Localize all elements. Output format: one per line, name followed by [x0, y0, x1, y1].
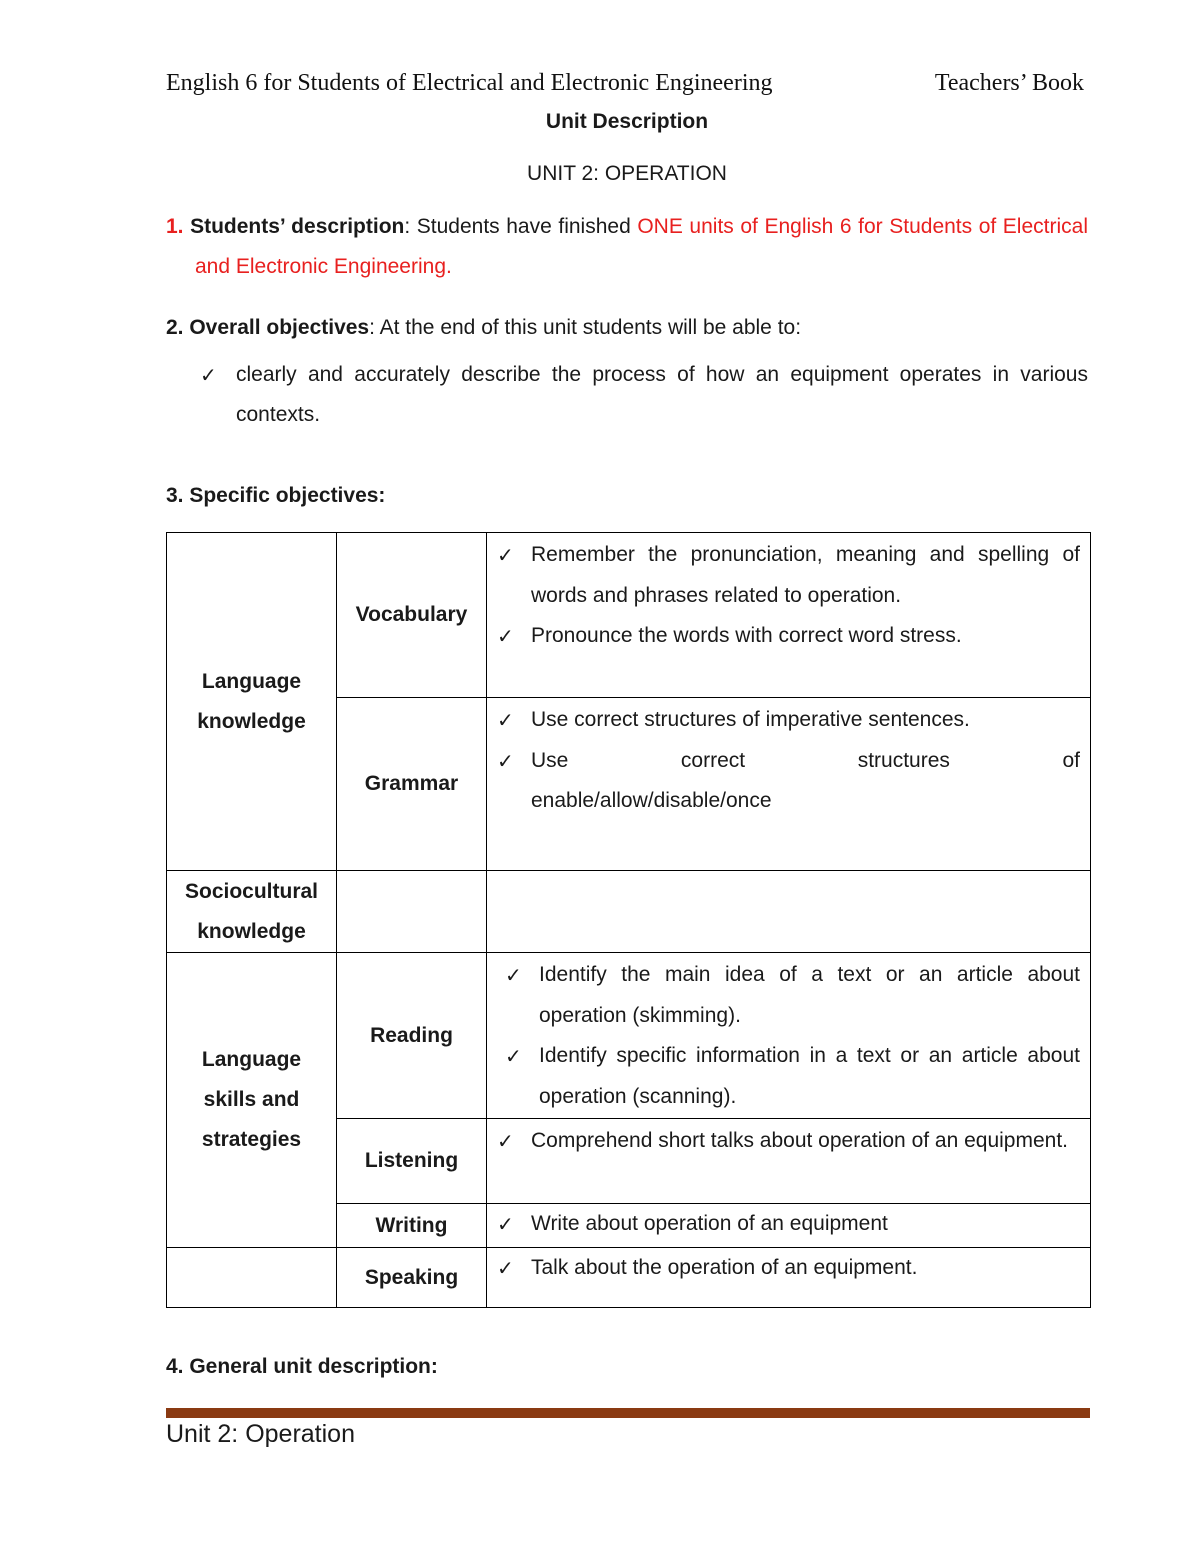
check-icon: ✓ [505, 1044, 522, 1068]
table-row [167, 1248, 1091, 1308]
list-item: ✓ Identify the main idea of a text or an article about operation (skimming). [539, 955, 1080, 1036]
check-icon: ✓ [497, 543, 514, 567]
table-row [167, 533, 1091, 698]
table-row [167, 953, 1091, 1119]
category-language-knowledge: Language knowledge [167, 533, 337, 871]
footer-unit-label: Unit 2: Operation [166, 1420, 355, 1448]
listening-objectives [487, 1119, 1091, 1204]
check-icon: ✓ [200, 363, 217, 387]
grammar-objectives [487, 698, 1091, 871]
check-icon: ✓ [497, 624, 514, 648]
reading-objectives [487, 953, 1091, 1119]
check-icon: ✓ [497, 1256, 514, 1280]
vocabulary-objectives [487, 533, 1091, 698]
section1-text: : Students have finished [404, 215, 638, 238]
speaking-objectives [487, 1248, 1091, 1308]
list-item: ✓ Identify specific information in a text or an article about operation (scanning). [539, 1036, 1080, 1117]
unit-title: UNIT 2: OPERATION [527, 162, 727, 185]
check-icon: ✓ [497, 1129, 514, 1153]
section1-label: Students’ description [190, 215, 405, 238]
section1-highlight: ONE units of English 6 for Students of Electrical and Electronic Engineering. [195, 215, 1088, 278]
book-title: English 6 for Students of Electrical and Electronic Engineering [166, 70, 773, 96]
table-row [167, 871, 1091, 953]
subcategory-writing: Writing [337, 1204, 487, 1248]
unit-description-title: Unit Description [545, 110, 709, 133]
speaking-category-empty [167, 1248, 337, 1308]
overall-objectives-list [200, 355, 1088, 435]
list-item: ✓ Talk about the operation of an equipment. [531, 1248, 1080, 1289]
section2-text: : At the end of this unit students will be able to: [369, 316, 802, 339]
subcategory-reading: Reading [337, 953, 487, 1119]
list-item: ✓ Pronounce the words with correct word stress. [531, 616, 1080, 657]
check-icon: ✓ [497, 1212, 514, 1236]
footer-divider [166, 1408, 1090, 1418]
writing-objectives [487, 1204, 1091, 1248]
check-icon: ✓ [505, 963, 522, 987]
section1-number: 1. [166, 215, 184, 238]
list-item: ✓ clearly and accurately describe the process of how an equipment operates in various contexts. [200, 355, 1088, 435]
check-icon: ✓ [497, 748, 514, 773]
section3-label: 3. Specific objectives: [166, 484, 386, 507]
section-overall-objectives [166, 308, 1088, 348]
subcategory-vocabulary: Vocabulary [337, 533, 487, 698]
check-icon: ✓ [497, 708, 514, 732]
sociocultural-subcategory-empty [337, 871, 487, 953]
subcategory-speaking: Speaking [337, 1248, 487, 1308]
list-item: ✓ Write about operation of an equipment [531, 1204, 1080, 1245]
list-item: ✓ Comprehend short talks about operation of an equipment. [531, 1121, 1080, 1162]
book-type: Teachers’ Book [934, 70, 1084, 96]
sociocultural-objectives-empty [487, 871, 1091, 953]
subcategory-grammar: Grammar [337, 698, 487, 871]
list-item: ✓ Remember the pronunciation, meaning and spelling of words and phrases related to operation. [531, 535, 1080, 616]
category-language-skills: Language skills and strategies [167, 953, 337, 1248]
list-item: ✓ Use correct structures of imperative sentences. [531, 700, 1080, 741]
list-item: ✓ Use correct structures of enable/allow/disable/once [531, 741, 1080, 822]
section4-label: 4. General unit description: [166, 1355, 438, 1378]
category-sociocultural-knowledge: Sociocultural knowledge [167, 871, 337, 953]
subcategory-listening: Listening [337, 1119, 487, 1204]
section-students-description [166, 207, 1088, 287]
section2-label: 2. Overall objectives [166, 316, 370, 339]
specific-objectives-table [166, 532, 1091, 1308]
